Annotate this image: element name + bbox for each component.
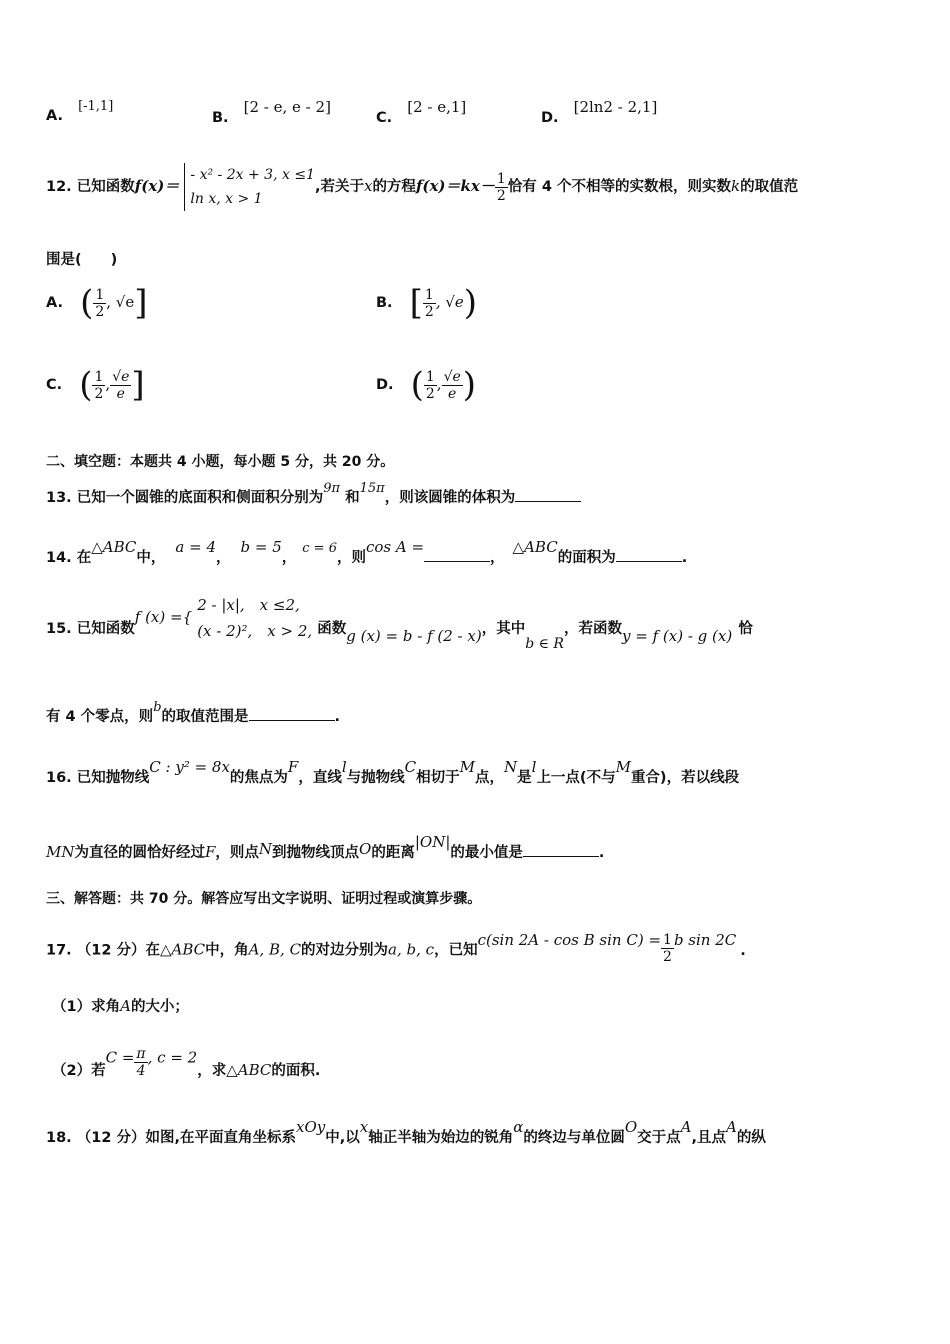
section-heading-solutions: 三、解答题：共 70 分。解答应写出文字说明、证明过程或演算步骤。 [46, 891, 482, 907]
q16-line2: MN为直径的圆恰好经过F，则点N到抛物线顶点O的距离|ON|的最小值是 . [46, 833, 605, 861]
q15-line2: 有 4 个零点，则b的取值范围是 . [46, 700, 341, 725]
section-heading-fill-in: 二、填空题：本题共 4 小题，每小题 5 分，共 20 分。 [46, 454, 395, 470]
q17-part1: （1）求角A的大小； [52, 997, 189, 1015]
q15-piecewise: 2 - |x|, x ≤2, (x - 2)², x > 2, [197, 596, 313, 640]
q11-option-a[interactable]: A. [-1,1] [46, 99, 114, 124]
q11-option-d[interactable]: D. [2ln2 - 2,1] [541, 98, 658, 126]
q12-option-c[interactable]: C. ( $\frac{1}{2}$ , $\frac{√e}{e}$ ] [46, 365, 145, 405]
q13-answer-blank[interactable] [515, 487, 581, 502]
q14-area-blank[interactable] [616, 547, 682, 562]
q12-piecewise: - x² - 2x + 3, x ≤1 ln x, x > 1 [184, 163, 315, 211]
q12-option-d[interactable]: D. ( $\frac{1}{2}$ , $\frac{√e}{e}$ ) [376, 365, 477, 405]
q12-option-a[interactable]: A. ( $\frac{1}{2}$ , √e] [46, 283, 148, 323]
q11-option-b[interactable]: B. [2 - e, e - 2] [212, 98, 331, 126]
q18: 18. （12 分）如图,在平面直角坐标系xOy中,以x轴正半轴为始边的锐角α的终边与单位圆O交于点A,且点A的纵 [46, 1118, 766, 1146]
q16-answer-blank[interactable] [523, 842, 599, 857]
q16: 16. 已知抛物线C : y² = 8x的焦点为F，直线l与抛物线C相切于M点，N是l上一点(不与M重合)，若以线段 [46, 758, 740, 786]
q17-part2: （2）若C = $\frac{\pi}{4}$ , c = 2，求△ABC的面积. [52, 1046, 321, 1079]
q14: 14. 在△ABC中，a = 4，b = 5，c = 6，则cos A =，△ABC的面积为 . [46, 538, 688, 566]
q12-stem: 12. 已知函数f(x)＝ - x² - 2x + 3, x ≤1 ln x, x > 1 ,若关于x的方程f(x)＝kx－ $\frac{1}{2}$ 恰有 4 个不相等的实数根，则实数k的取值范 [46, 163, 798, 211]
q15: 15. 已知函数f (x) ={ 2 - |x|, x ≤2, (x - 2)², x > 2, 函数g (x) = b - f (2 - x)，其中b ∈ R，若函数y = f (x) - g (x) 恰 [46, 592, 753, 644]
q12-option-b[interactable]: B. [ $\frac{1}{2}$ , √e) [376, 283, 478, 323]
q12-stem-line2: 围是( ) [46, 252, 118, 268]
q11-option-c[interactable]: C. [2 - e,1] [376, 98, 467, 126]
q15-answer-blank[interactable] [249, 706, 335, 721]
q12-half-fraction: $\frac{1}{2}$ [496, 170, 506, 204]
q13: 13. 已知一个圆锥的底面积和侧面积分别为9π 和15π，则该圆锥的体积为 [46, 486, 581, 507]
q17: 17. （12 分）在△ABC中，角A, B, C的对边分别为a, b, c，已知c(sin 2A - cos B sin C) = $\frac{1}{2}$ b sin 2C. [46, 930, 746, 965]
q14-cos-blank[interactable] [424, 547, 490, 562]
